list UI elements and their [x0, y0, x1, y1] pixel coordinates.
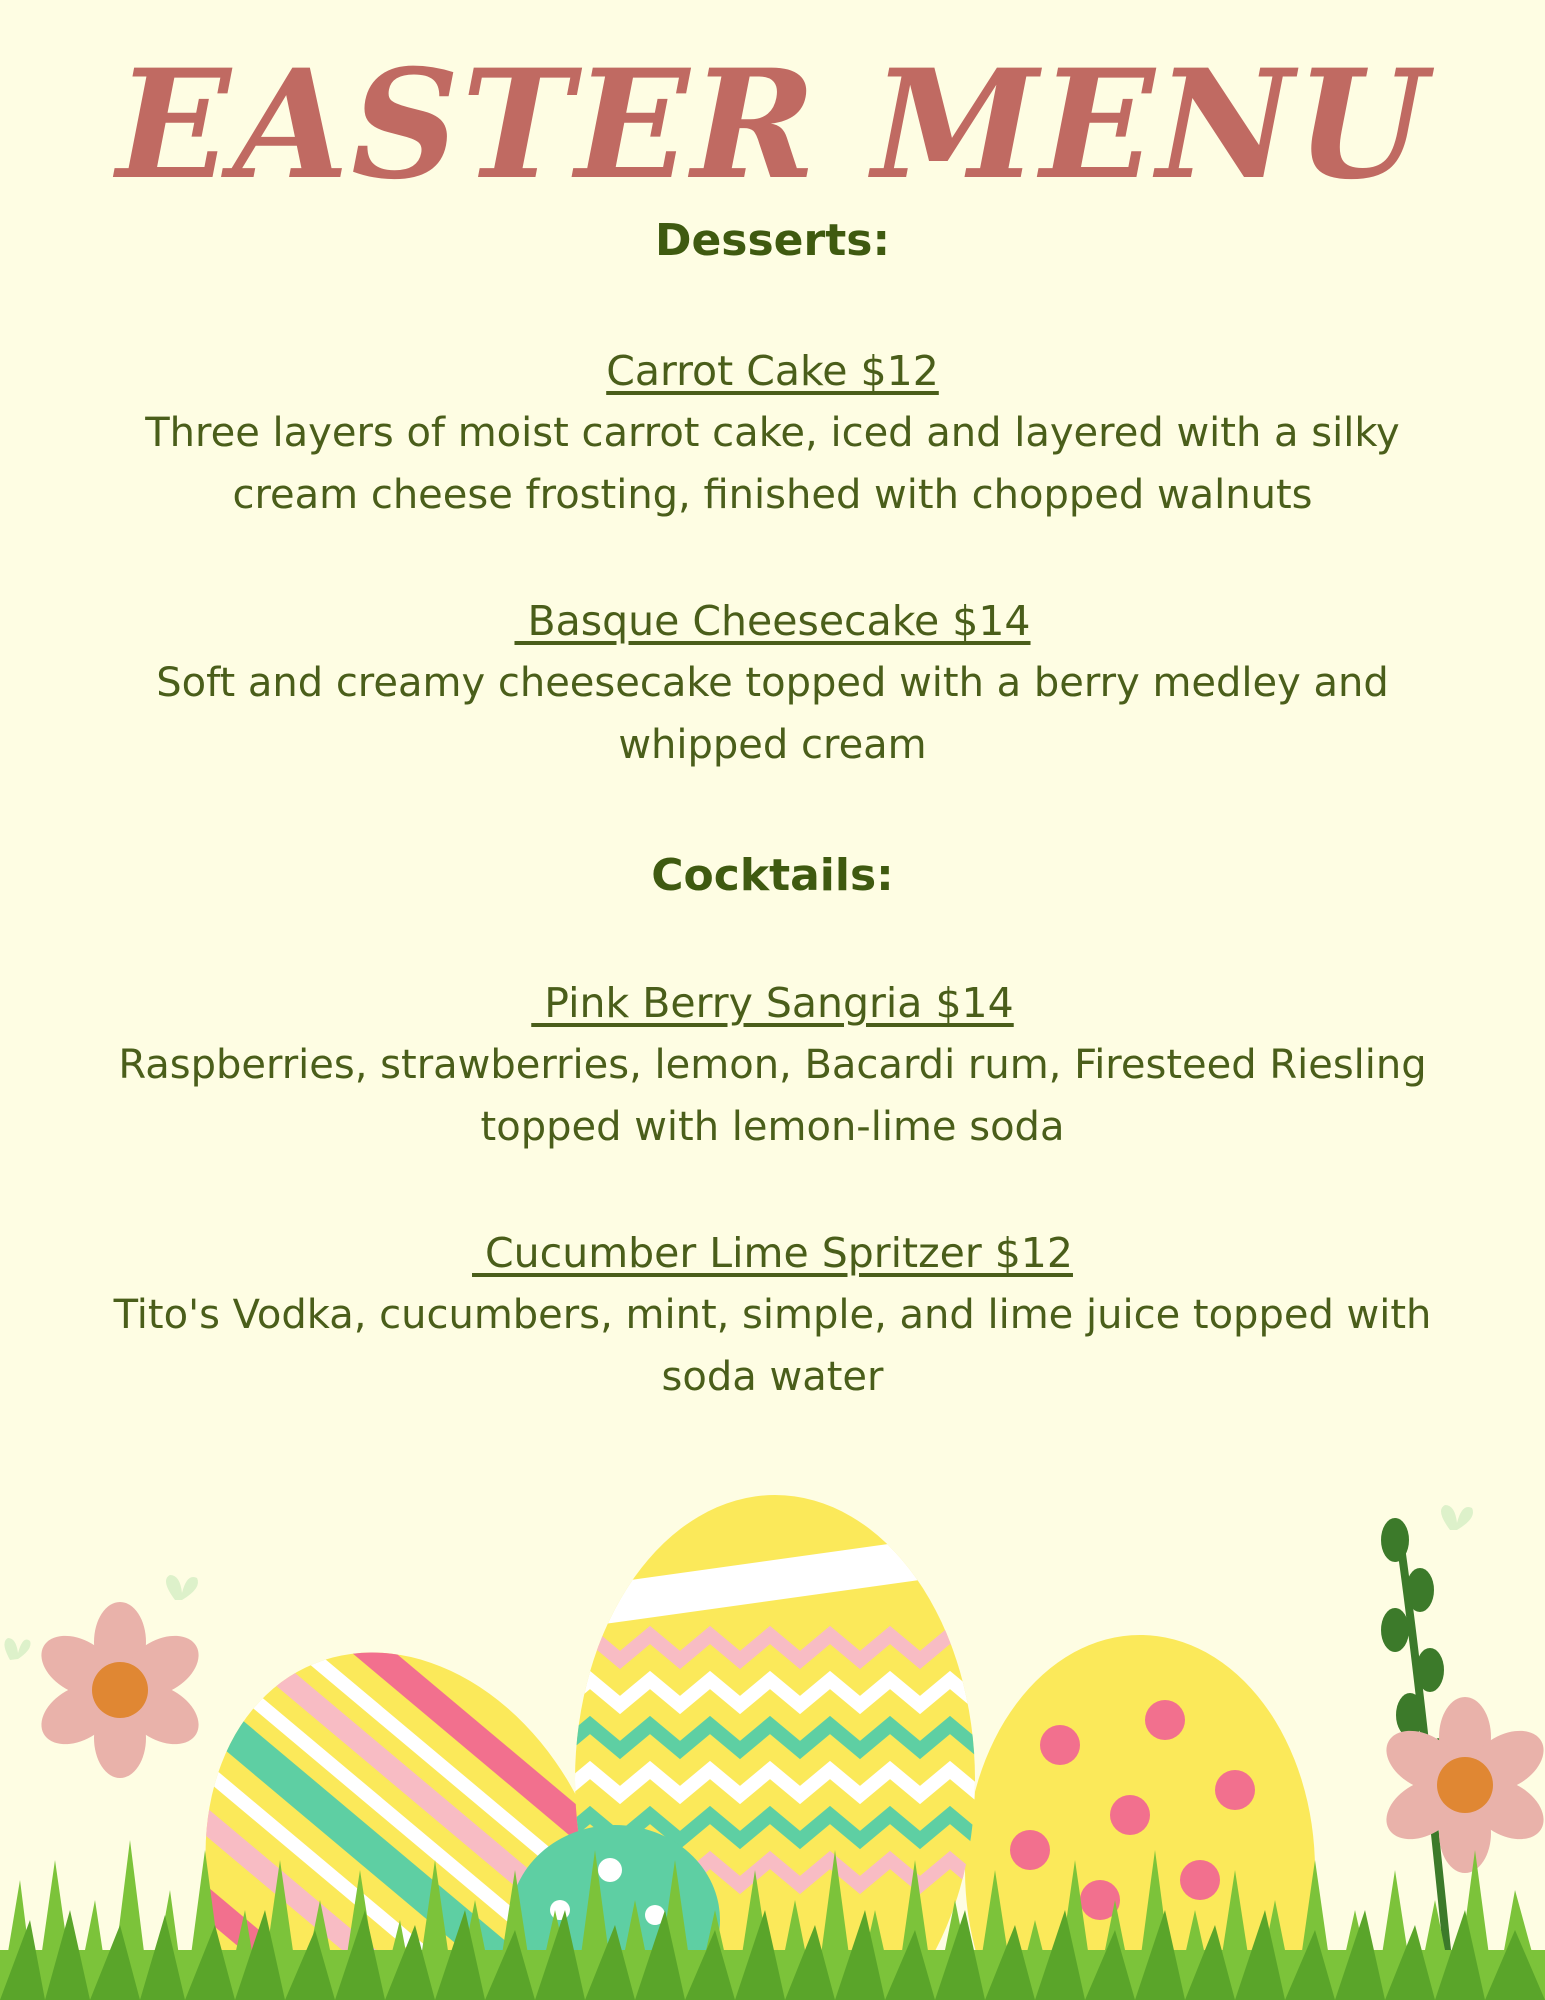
menu-item-description: Raspberries, strawberries, lemon, Bacardi rum, Firesteed Riesling topped with lemon-lime soda — [118, 1042, 1427, 1150]
menu-item-description: Tito's Vodka, cucumbers, mint, simple, and lime juice topped with soda water — [113, 1292, 1432, 1400]
menu-item-carrot-cake — [100, 340, 1445, 526]
section-heading-cocktails: Cocktails: — [651, 850, 894, 901]
menu-item-name: Carrot Cake $12 — [606, 347, 939, 395]
section-heading-desserts: Desserts: — [654, 215, 891, 266]
flower-icon — [31, 1602, 209, 1778]
menu-item-name: Cucumber Lime Spritzer $12 — [472, 1229, 1073, 1277]
easter-decoration — [0, 1480, 1545, 2000]
menu-item-cucumber-lime-spritzer — [100, 1222, 1445, 1408]
menu-item-name: Basque Cheesecake $14 — [514, 597, 1031, 645]
menu-item-name: Pink Berry Sangria $14 — [531, 979, 1014, 1027]
menu-item-basque-cheesecake — [100, 590, 1445, 776]
menu-item-description: Three layers of moist carrot cake, iced and layered with a silky cream cheese frosting, finished with chopped walnuts — [145, 410, 1400, 518]
menu-item-description: Soft and creamy cheesecake topped with a berry medley and whipped cream — [156, 660, 1389, 768]
menu-item-pink-berry-sangria — [100, 972, 1445, 1158]
menu-title: EASTER MENU — [116, 37, 1429, 213]
